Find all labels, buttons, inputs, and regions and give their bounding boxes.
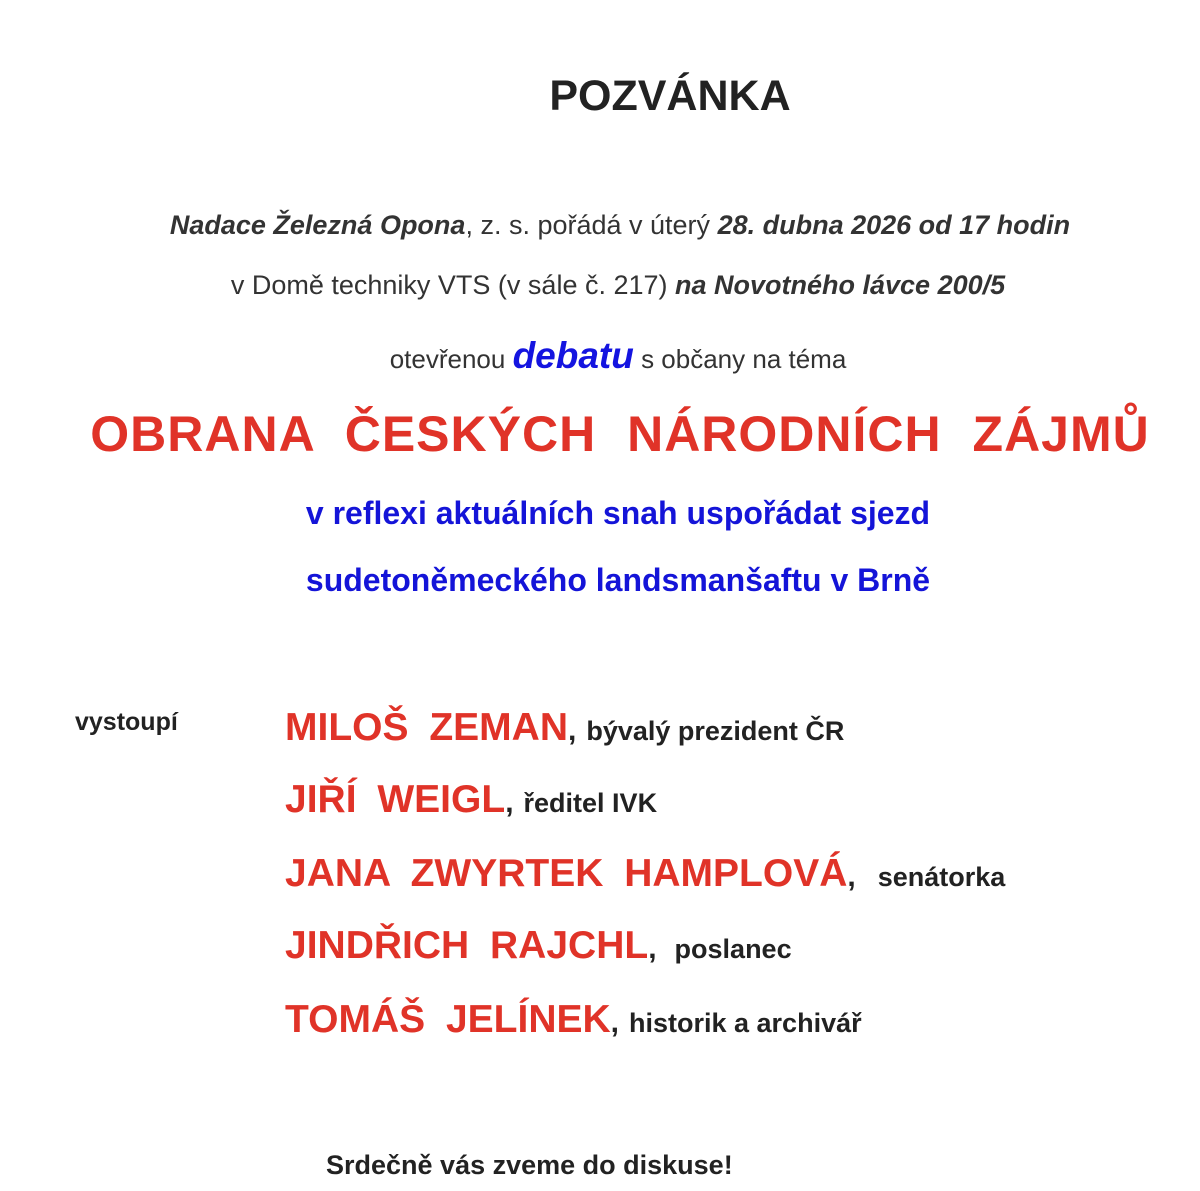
- debate-word: debatu: [512, 335, 634, 376]
- closing-line: Srdečně vás zveme do diskuse!: [326, 1150, 733, 1180]
- speaker-name: JANA ZWYRTEK HAMPLOVÁ: [285, 852, 848, 895]
- speaker-separator: ,: [567, 714, 577, 747]
- speaker-role: bývalý prezident ČR: [586, 716, 845, 746]
- speaker-item: [285, 852, 1005, 896]
- speaker-name: JIŘÍ WEIGL: [285, 778, 506, 821]
- organizer-suffix: , z. s. pořádá v úterý: [465, 210, 718, 240]
- speaker-item: [285, 998, 862, 1042]
- debate-suffix: s občany na téma: [633, 344, 847, 374]
- speaker-separator: ,: [505, 786, 514, 819]
- speaker-separator: ,: [610, 1006, 619, 1039]
- speaker-separator: ,: [847, 860, 856, 893]
- event-date-time: 28. dubna 2026 od 17 hodin: [717, 210, 1071, 240]
- venue-address: na Novotného lávce 200/5: [675, 270, 1006, 300]
- speaker-name: JINDŘICH RAJCHL: [285, 924, 649, 967]
- event-venue-line: [18, 270, 1200, 301]
- debate-line: [18, 335, 1200, 377]
- speaker-name: TOMÁŠ JELÍNEK: [285, 998, 611, 1041]
- event-headline: OBRANA ČESKÝCH NÁRODNÍCH ZÁJMŮ: [90, 406, 1150, 462]
- speaker-item: [285, 924, 792, 968]
- speaker-role: poslanec: [674, 934, 792, 964]
- speaker-item: [285, 778, 657, 822]
- subtitle-line-2: sudetoněmeckého landsmanšaftu v Brně: [305, 562, 931, 598]
- speaker-item: [285, 706, 844, 750]
- speaker-role: ředitel IVK: [523, 788, 658, 818]
- organizer-name: Nadace Železná Opona: [169, 210, 466, 240]
- subtitle-line-1: v reflexi aktuálních snah uspořádat sjezd: [305, 495, 931, 531]
- debate-prefix: otevřenou: [389, 344, 513, 374]
- speaker-separator: ,: [648, 932, 657, 965]
- speaker-role: senátorka: [877, 862, 1006, 892]
- venue-prefix: v Domě techniky VTS (v sále č. 217): [230, 270, 675, 300]
- speaker-role: historik a archivář: [629, 1008, 862, 1038]
- page-title: POZVÁNKA: [549, 72, 791, 120]
- event-organizer-line: [20, 210, 1200, 241]
- speaker-name: MILOŠ ZEMAN: [285, 706, 568, 749]
- speakers-label: vystoupí: [75, 708, 178, 736]
